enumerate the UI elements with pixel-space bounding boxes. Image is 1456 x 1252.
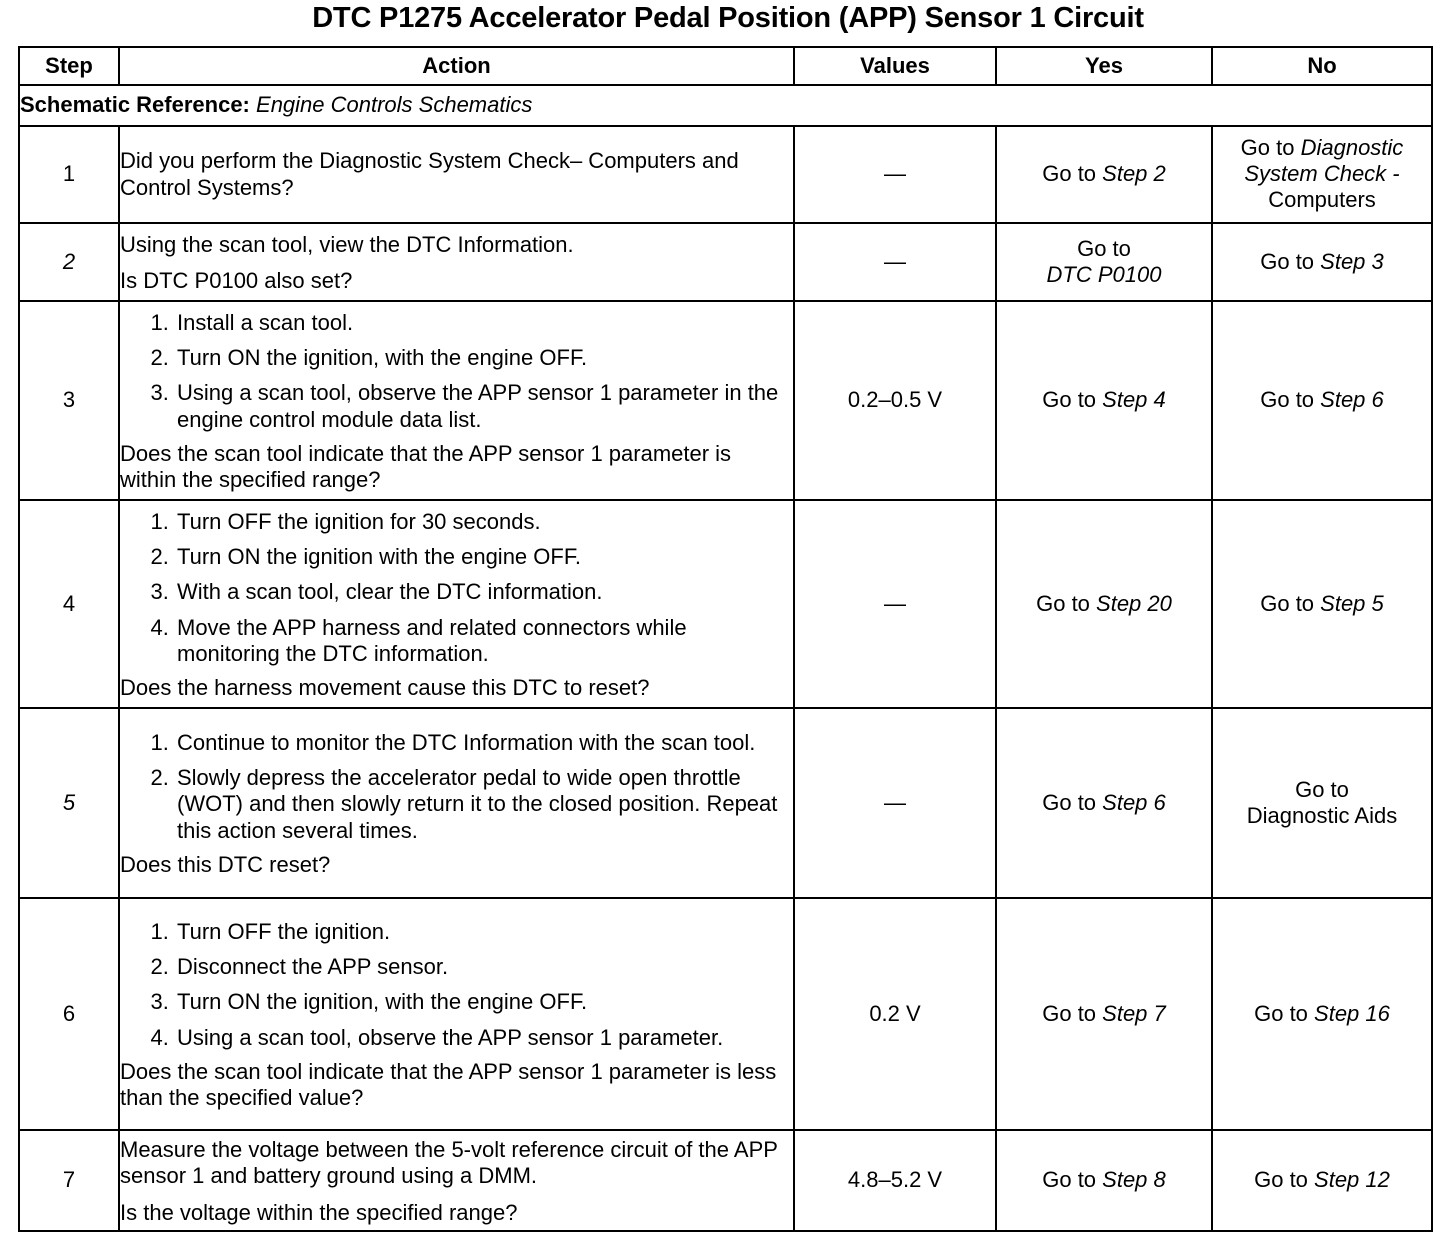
- header-yes: Yes: [996, 47, 1212, 85]
- list-item: 4. Move the APP harness and related connectors while monitoring the DTC information.: [175, 615, 793, 667]
- step-action: [119, 301, 794, 500]
- diagnostic-table: [18, 46, 1433, 1232]
- list-item: 2. Disconnect the APP sensor.: [175, 954, 793, 980]
- step-value: 4.8–5.2 V: [794, 1130, 996, 1231]
- no-cell: Go to Diagnostic Aids: [1212, 708, 1432, 898]
- no-link[interactable]: Step 5: [1320, 590, 1384, 616]
- step-number: 5: [19, 708, 119, 898]
- action-list: [120, 730, 793, 844]
- table-row: [19, 301, 1432, 500]
- step-number: 3: [19, 301, 119, 500]
- yes-link[interactable]: Step 7: [1102, 1000, 1166, 1026]
- list-item: 1. Install a scan tool.: [175, 310, 793, 336]
- action-question: Does this DTC reset?: [120, 851, 331, 877]
- step-action: Using the scan tool, view the DTC Information. Is DTC P0100 also set?: [119, 223, 794, 301]
- yes-cell: Go to Step 6: [996, 708, 1212, 898]
- header-row: [19, 47, 1432, 85]
- header-action: Action: [119, 47, 794, 85]
- list-item: 2. Turn ON the ignition, with the engine OFF.: [175, 345, 793, 371]
- no-cell: Go to Step 3: [1212, 223, 1432, 301]
- step-value: —: [794, 223, 996, 301]
- list-item: 2. Turn ON the ignition with the engine OFF.: [175, 544, 793, 570]
- no-cell: Go to Step 16: [1212, 898, 1432, 1130]
- action-list: [120, 919, 793, 1051]
- step-value: —: [794, 708, 996, 898]
- step-action: [119, 126, 794, 223]
- page-title: DTC P1275 Accelerator Pedal Position (APP) Sensor 1 Circuit: [312, 2, 1144, 34]
- header-values: Values: [794, 47, 996, 85]
- step-number: 1: [19, 126, 119, 223]
- no-link[interactable]: Diagnostic System Check -: [1244, 135, 1404, 187]
- yes-link[interactable]: Step 2: [1102, 161, 1166, 187]
- table-row: [19, 223, 1432, 301]
- table-row: [19, 1130, 1432, 1231]
- table-row: [19, 126, 1432, 223]
- step-number: 4: [19, 500, 119, 708]
- action-list: [120, 310, 793, 433]
- yes-cell: Go to Step 20: [996, 500, 1212, 708]
- no-link[interactable]: Diagnostic Aids: [1246, 803, 1398, 828]
- step-value: 0.2 V: [794, 898, 996, 1130]
- schematic-label: Schematic Reference:: [20, 92, 250, 118]
- schematic-row: [19, 85, 1432, 126]
- yes-link[interactable]: Step 6: [1102, 789, 1166, 815]
- action-question: Is DTC P0100 also set?: [120, 268, 353, 293]
- no-cell: Go to Diagnostic System Check - Computers: [1212, 126, 1432, 223]
- yes-cell: Go to Step 4: [996, 301, 1212, 500]
- no-suffix: Computers: [1268, 187, 1376, 213]
- no-cell: Go to Step 12: [1212, 1130, 1432, 1231]
- step-value: 0.2–0.5 V: [794, 301, 996, 500]
- step-action: Measure the voltage between the 5-volt reference circuit of the APP sensor 1 and battery ground using a DMM. Is the voltage within the specified range?: [119, 1130, 794, 1231]
- yes-link[interactable]: Step 8: [1102, 1167, 1166, 1193]
- no-link[interactable]: Step 16: [1314, 1000, 1390, 1026]
- no-link[interactable]: Step 3: [1320, 248, 1384, 274]
- table-row: [19, 898, 1432, 1130]
- list-item: 4. Using a scan tool, observe the APP sensor 1 parameter.: [175, 1025, 793, 1051]
- action-list: [120, 509, 793, 667]
- step-number: 7: [19, 1130, 119, 1231]
- schematic-reference: [19, 85, 1432, 126]
- list-item: 3. With a scan tool, clear the DTC information.: [175, 579, 793, 605]
- header-step: Step: [19, 47, 119, 85]
- yes-cell: Go to Step 8: [996, 1130, 1212, 1231]
- no-cell: Go to Step 5: [1212, 500, 1432, 708]
- step-number: 2: [19, 223, 119, 301]
- no-link[interactable]: Step 6: [1320, 387, 1384, 413]
- action-question: Is the voltage within the specified range?: [120, 1199, 518, 1225]
- table-row: [19, 708, 1432, 898]
- yes-link[interactable]: Step 4: [1102, 387, 1166, 413]
- action-question: Does the scan tool indicate that the APP sensor 1 parameter is within the specified range?: [120, 440, 732, 492]
- table-row: [19, 500, 1432, 708]
- step-value: —: [794, 126, 996, 223]
- yes-cell: Go to Step 7: [996, 898, 1212, 1130]
- header-no: No: [1212, 47, 1432, 85]
- yes-link[interactable]: DTC P0100: [1046, 262, 1162, 287]
- step-action: [119, 500, 794, 708]
- step-action: [119, 708, 794, 898]
- action-text: Did you perform the Diagnostic System Check– Computers and Control Systems?: [120, 148, 739, 200]
- yes-cell: Go to DTC P0100: [996, 223, 1212, 301]
- list-item: 1. Turn OFF the ignition for 30 seconds.: [175, 509, 793, 535]
- yes-link[interactable]: Step 20: [1096, 590, 1172, 616]
- step-action: [119, 898, 794, 1130]
- yes-cell: Go to Step 2: [996, 126, 1212, 223]
- list-item: 1. Turn OFF the ignition.: [175, 919, 793, 945]
- list-item: 3. Turn ON the ignition, with the engine OFF.: [175, 989, 793, 1015]
- step-value: —: [794, 500, 996, 708]
- list-item: 1. Continue to monitor the DTC Information with the scan tool.: [175, 730, 793, 756]
- no-link[interactable]: Step 12: [1314, 1167, 1390, 1193]
- schematic-link[interactable]: Engine Controls Schematics: [256, 92, 533, 118]
- action-question: Does the harness movement cause this DTC to reset?: [120, 674, 650, 700]
- action-question: Does the scan tool indicate that the APP sensor 1 parameter is less than the specified value?: [120, 1058, 777, 1110]
- list-item: 2. Slowly depress the accelerator pedal to wide open throttle (WOT) and then slowly return it to the closed position. Repeat this action several times.: [175, 765, 793, 844]
- step-number: 6: [19, 898, 119, 1130]
- no-cell: Go to Step 6: [1212, 301, 1432, 500]
- list-item: 3. Using a scan tool, observe the APP sensor 1 parameter in the engine control module data list.: [175, 380, 793, 432]
